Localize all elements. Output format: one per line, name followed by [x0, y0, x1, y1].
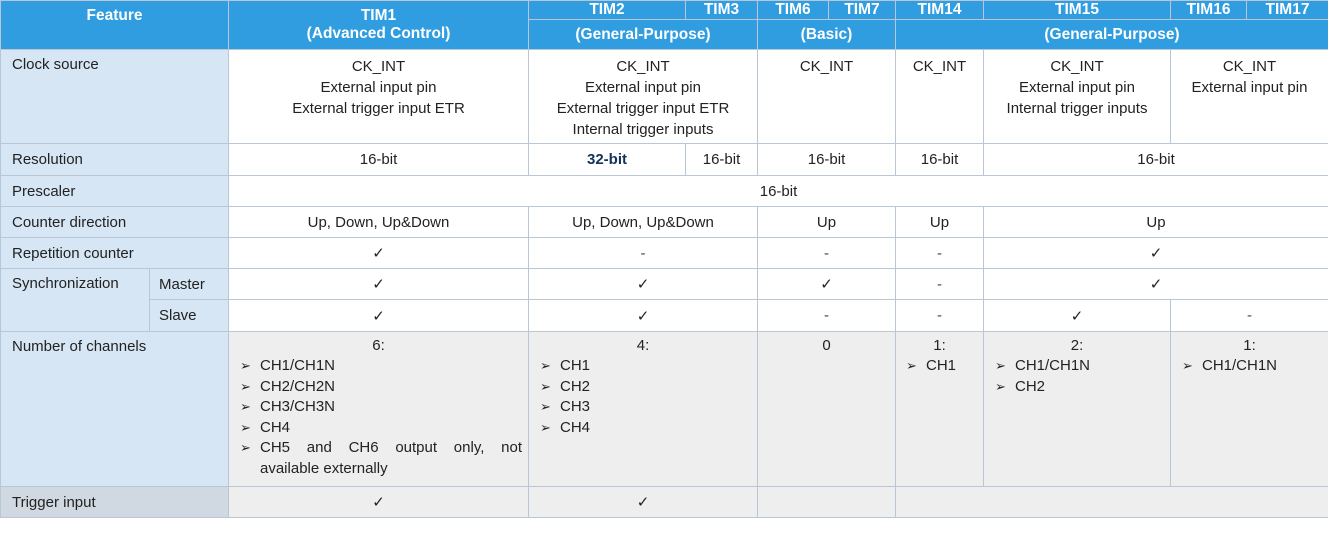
label-counter-direction: Counter direction: [1, 207, 229, 238]
label-sync-slave: Slave: [150, 300, 229, 332]
direction-tim1: Up, Down, Up&Down: [229, 207, 529, 238]
trigger-tim23: ✓: [529, 487, 758, 518]
row-prescaler: [1, 176, 1328, 207]
row-clock-source: [1, 50, 1328, 144]
channels-tim16-17-list: [1171, 356, 1328, 377]
arrow-bullet-icon: ➢: [540, 419, 551, 435]
master-tim15-17: ✓: [984, 269, 1328, 300]
arrow-bullet-icon: ➢: [540, 378, 551, 394]
header-tim23-category: (General-Purpose): [529, 20, 758, 50]
arrow-bullet-icon: ➢: [540, 399, 551, 414]
channels-tim67: 0: [758, 332, 896, 487]
header-tim17: TIM17: [1247, 1, 1328, 20]
channels-tim1-list: [229, 356, 528, 479]
resolution-tim15-17: 16-bit: [984, 144, 1328, 176]
arrow-bullet-icon: ➢: [240, 378, 251, 394]
clock-tim16-17: CK_INT External input pin: [1171, 50, 1328, 144]
list-item: ➢ CH1: [906, 356, 977, 377]
slave-tim14: -: [896, 300, 984, 332]
label-resolution: Resolution: [1, 144, 229, 176]
row-trigger-input: [1, 487, 1328, 518]
row-channels: [1, 332, 1328, 487]
slave-tim67: -: [758, 300, 896, 332]
header-tim6: TIM6: [758, 1, 829, 20]
arrow-bullet-icon: ➢: [995, 358, 1006, 373]
row-sync-master: [1, 269, 1328, 300]
channels-tim15: 2: ➢ CH1/CH1N ➢ CH2: [984, 332, 1171, 487]
direction-tim67: Up: [758, 207, 896, 238]
list-item: ➢ CH2: [540, 377, 751, 398]
master-tim23: ✓: [529, 269, 758, 300]
channels-tim14-list: [896, 356, 983, 377]
arrow-bullet-icon: ➢: [240, 358, 251, 373]
label-synchronization: Synchronization: [1, 269, 150, 332]
label-channels: Number of channels: [1, 332, 229, 487]
trigger-tim1: ✓: [229, 487, 529, 518]
header-tim2: TIM2: [529, 1, 686, 20]
header-tim14: TIM14: [896, 1, 984, 20]
direction-tim23: Up, Down, Up&Down: [529, 207, 758, 238]
arrow-bullet-icon: ➢: [240, 440, 251, 455]
channels-tim23-list: [529, 356, 757, 438]
clock-tim1: CK_INT External input pin External trigger input ETR: [229, 50, 529, 144]
list-item: ➢ CH1: [540, 356, 751, 377]
direction-tim15-17: Up: [984, 207, 1328, 238]
list-item: ➢ CH5 and CH6 output only, not available externally: [240, 438, 522, 479]
repetition-tim23: -: [529, 238, 758, 269]
header-tim15: TIM15: [984, 1, 1171, 20]
list-item: ➢ CH4: [540, 418, 751, 439]
trigger-tim67: [758, 487, 896, 518]
slave-tim1: ✓: [229, 300, 529, 332]
arrow-bullet-icon: ➢: [995, 378, 1006, 394]
clock-tim23: CK_INT External input pin External trigger input ETR Internal trigger inputs: [529, 50, 758, 144]
list-item: ➢ CH1/CH1N: [1182, 356, 1322, 377]
arrow-bullet-icon: ➢: [240, 419, 251, 435]
label-sync-master: Master: [150, 269, 229, 300]
label-prescaler: Prescaler: [1, 176, 229, 207]
direction-tim14: Up: [896, 207, 984, 238]
label-trigger-input: Trigger input: [1, 487, 229, 518]
slave-tim15: ✓: [984, 300, 1171, 332]
resolution-tim3: 16-bit: [686, 144, 758, 176]
list-item: ➢ CH2/CH2N: [240, 377, 522, 398]
row-resolution: [1, 144, 1328, 176]
repetition-tim67: -: [758, 238, 896, 269]
resolution-tim14: 16-bit: [896, 144, 984, 176]
header-tim14-17-category: (General-Purpose): [896, 20, 1328, 50]
list-item: ➢ CH4: [240, 418, 522, 439]
label-repetition-counter: Repetition counter: [1, 238, 229, 269]
list-item: ➢ CH3/CH3N: [240, 397, 522, 418]
master-tim1: ✓: [229, 269, 529, 300]
channels-tim23: 4: ➢ CH1 ➢ CH2 ➢ CH3 ➢ CH4: [529, 332, 758, 487]
arrow-bullet-icon: ➢: [240, 399, 251, 414]
prescaler-all: 16-bit: [229, 176, 1328, 207]
header-tim3: TIM3: [686, 1, 758, 20]
channels-tim14: 1: ➢ CH1: [896, 332, 984, 487]
trigger-tim14-17: [896, 487, 1328, 518]
slave-tim16-17: -: [1171, 300, 1328, 332]
resolution-tim1: 16-bit: [229, 144, 529, 176]
header-tim67-category: (Basic): [758, 20, 896, 50]
list-item: ➢ CH1/CH1N: [240, 356, 522, 377]
label-clock-source: Clock source: [1, 50, 229, 144]
clock-tim14: CK_INT: [896, 50, 984, 144]
header-tim7: TIM7: [829, 1, 896, 20]
list-item: ➢ CH2: [995, 377, 1164, 398]
row-sync-slave: [1, 300, 1328, 332]
repetition-tim14: -: [896, 238, 984, 269]
header-tim16: TIM16: [1171, 1, 1247, 20]
row-repetition-counter: [1, 238, 1328, 269]
clock-tim67: CK_INT: [758, 50, 896, 144]
resolution-tim67: 16-bit: [758, 144, 896, 176]
header-tim1: TIM1 (Advanced Control): [229, 1, 529, 50]
repetition-tim15-17: ✓: [984, 238, 1328, 269]
resolution-tim2: 32-bit: [529, 144, 686, 176]
master-tim14: -: [896, 269, 984, 300]
clock-tim15: CK_INT External input pin Internal trigger inputs: [984, 50, 1171, 144]
list-item: ➢ CH1/CH1N: [995, 356, 1164, 377]
channels-tim15-list: [984, 356, 1170, 397]
master-tim67: ✓: [758, 269, 896, 300]
channels-tim1: 6: ➢ CH1/CH1N ➢ CH2/CH2N ➢ CH3/CH3N ➢ CH4 ➢ CH5 and CH6 output only, not available externally: [229, 332, 529, 487]
channels-tim16-17: 1: ➢ CH1/CH1N: [1171, 332, 1328, 487]
arrow-bullet-icon: ➢: [540, 358, 551, 373]
list-item: ➢ CH3: [540, 397, 751, 418]
repetition-tim1: ✓: [229, 238, 529, 269]
arrow-bullet-icon: ➢: [1182, 358, 1193, 373]
slave-tim23: ✓: [529, 300, 758, 332]
header-row-timers: [1, 1, 1328, 20]
row-counter-direction: [1, 207, 1328, 238]
arrow-bullet-icon: ➢: [906, 358, 917, 373]
header-feature: Feature: [1, 1, 229, 50]
